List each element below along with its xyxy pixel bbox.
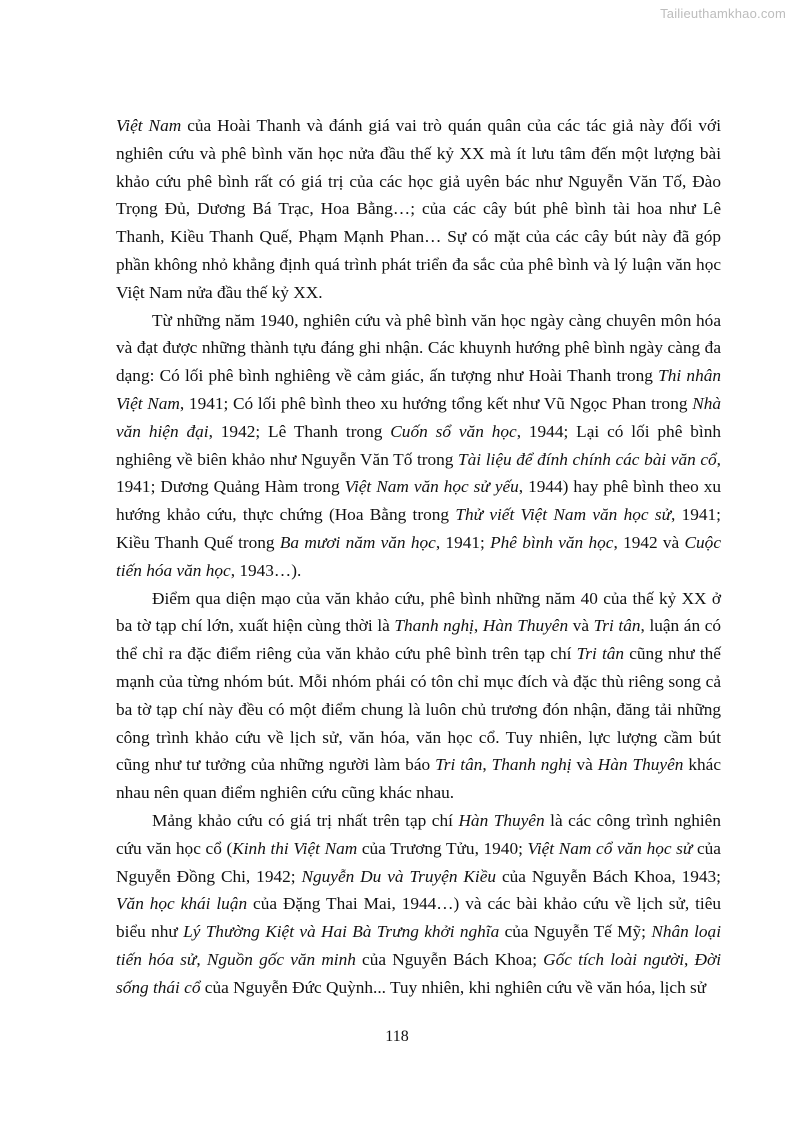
text-run: cũng như thế mạnh của từng nhóm bút. Mỗi nhóm phái có tôn chỉ mục đích và đặc thù riêng song cả ba tờ tạp chí này đều có một điểm chung là luôn chủ trương đón nhận, đăng tải những công trình khảo cứu về lịch sử, văn hóa, văn học cổ. Tuy nhiên, lực lượng cầm bút cũng như tư tưởng của những người làm báo xyxy=(116,644,721,775)
text-run: của Nguyễn Đức Quỳnh... Tuy nhiên, khi nghiên cứu về văn hóa, lịch sử xyxy=(200,977,707,997)
text-run: , xyxy=(473,616,483,636)
italic-title: Tri tân xyxy=(593,616,641,636)
italic-title: Tri tân xyxy=(435,755,483,775)
text-run: của Trương Tửu, 1940; xyxy=(357,838,528,858)
italic-title: Kinh thi Việt Nam xyxy=(232,838,358,858)
italic-title: Hàn Thuyên xyxy=(482,616,569,636)
italic-title: Thanh nghị xyxy=(491,755,572,775)
italic-title: Cuộc tiến hóa văn học xyxy=(116,532,721,580)
text-run: và xyxy=(568,616,594,636)
text-run: , 1941; xyxy=(435,532,491,552)
text-run: là các công trình nghiên cứu văn học cổ ( xyxy=(116,810,721,858)
italic-title: Nguồn gốc văn minh xyxy=(206,949,356,969)
text-run: , xyxy=(196,949,207,969)
text-run: của Hoài Thanh và đánh giá vai trò quán quân của các tác giả này đối với nghiên cứu và phê bình văn học nửa đầu thế kỷ XX mà ít lưu tâm đến một lượng bài khảo cứu phê bình rất có giá trị của các học giả uyên bác như Nguyễn Văn Tố, Đào Trọng Đủ, Dương Bá Trạc, Hoa Bằng…; của các cây bút phê bình tài hoa như Lê Thanh, Kiều Thanh Quế, Phạm Mạnh Phan… Sự có mặt của các cây bút này đã góp phần không nhỏ khẳng định quá trình phát triển đa sắc của phê bình và lý luận văn học Việt Nam nửa đầu thế kỷ XX. xyxy=(116,116,721,302)
text-run: của Nguyễn Bách Khoa, 1943; xyxy=(496,866,721,886)
italic-title: Thi nhân Việt Nam xyxy=(116,366,721,413)
text-run: của Nguyễn Tế Mỹ; xyxy=(499,922,652,942)
italic-title: Hàn Thuyên xyxy=(458,810,545,830)
text-run: khác nhau nên quan điểm nghiên cứu cũng khác nhau. xyxy=(116,755,721,803)
italic-title: Văn học khái luận xyxy=(116,894,248,914)
text-run: , 1941; Có lối phê bình theo xu hướng tổng kết như Vũ Ngọc Phan trong xyxy=(179,393,693,413)
text-run: , 1943…). xyxy=(230,560,302,580)
text-run: , 1944; Lại có lối phê bình nghiêng về biên khảo như Nguyễn Văn Tố trong xyxy=(116,421,721,469)
italic-title: Phê bình văn học xyxy=(490,532,614,552)
text-run: Từ những năm 1940, nghiên cứu và phê bình văn học ngày càng chuyên môn hóa và đạt được những thành tựu đáng ghi nhận. Các khuynh hướng phê bình ngày càng đa dạng: Có lối phê bình nghiêng về cảm giác, ấn tượng như Hoài Thanh trong xyxy=(116,310,721,386)
text-run: của Nguyễn Bách Khoa; xyxy=(355,949,544,969)
text-run: của Nguyễn Đồng Chi, 1942; xyxy=(116,838,721,886)
text-run: , 1944) hay phê bình theo xu hướng khảo cứu, thực chứng (Hoa Bằng trong xyxy=(116,477,721,525)
italic-title: Tri tân xyxy=(576,644,625,664)
text-run: , 1941; Dương Quảng Hàm trong xyxy=(116,449,721,497)
italic-title: Đời sống thái cổ xyxy=(116,949,722,997)
text-run: Điểm qua diện mạo của văn khảo cứu, phê bình những năm 40 của thế kỷ XX ở ba tờ tạp chí lớn, xuất hiện cùng thời là xyxy=(116,588,721,636)
italic-title: Nhà văn hiện đại xyxy=(116,393,721,441)
italic-title: Nhân loại tiến hóa sử xyxy=(116,922,721,969)
text-run: , luận án có thể chỉ ra đặc điểm riêng của văn khảo cứu phê bình trên tạp chí xyxy=(116,616,722,664)
text-run: và xyxy=(571,755,598,775)
italic-title: Cuốn sổ văn học xyxy=(390,421,517,441)
italic-title: Việt Nam cổ văn học sử xyxy=(527,838,693,858)
italic-title: Việt Nam xyxy=(116,116,182,135)
text-run: Mảng khảo cứu có giá trị nhất trên tạp chí xyxy=(152,810,459,830)
italic-title: Ba mươi năm văn học xyxy=(279,532,436,552)
document-body xyxy=(116,112,721,1002)
text-run: , xyxy=(482,755,492,775)
page-number: 118 xyxy=(385,1028,409,1045)
italic-title: Gốc tích loài người xyxy=(543,949,684,969)
text-run: , xyxy=(684,949,695,969)
paragraph xyxy=(116,585,721,807)
italic-title: Hàn Thuyên xyxy=(597,755,684,775)
text-run: , 1941; Kiều Thanh Quế trong xyxy=(116,505,721,552)
text-run: , 1942; Lê Thanh trong xyxy=(208,421,391,441)
paragraph xyxy=(116,112,721,307)
watermark: Tailieuthamkhao.com xyxy=(660,6,786,21)
italic-title: Thanh nghị xyxy=(394,616,474,636)
text-run: của Đặng Thai Mai, 1944…) và các bài khảo cứu về lịch sử, tiêu biểu như xyxy=(116,894,722,942)
text-run: , 1942 và xyxy=(613,532,685,552)
italic-title: Tài liệu để đính chính các bài văn cổ xyxy=(458,449,717,469)
italic-title: Thử viết Việt Nam văn học sử xyxy=(455,505,671,525)
paragraph xyxy=(116,307,721,585)
paragraph xyxy=(116,807,721,1002)
italic-title: Việt Nam văn học sử yếu xyxy=(344,477,519,497)
italic-title: Lý Thường Kiệt và Hai Bà Trưng khởi nghĩa xyxy=(183,922,500,942)
italic-title: Nguyễn Du và Truyện Kiều xyxy=(301,866,497,886)
